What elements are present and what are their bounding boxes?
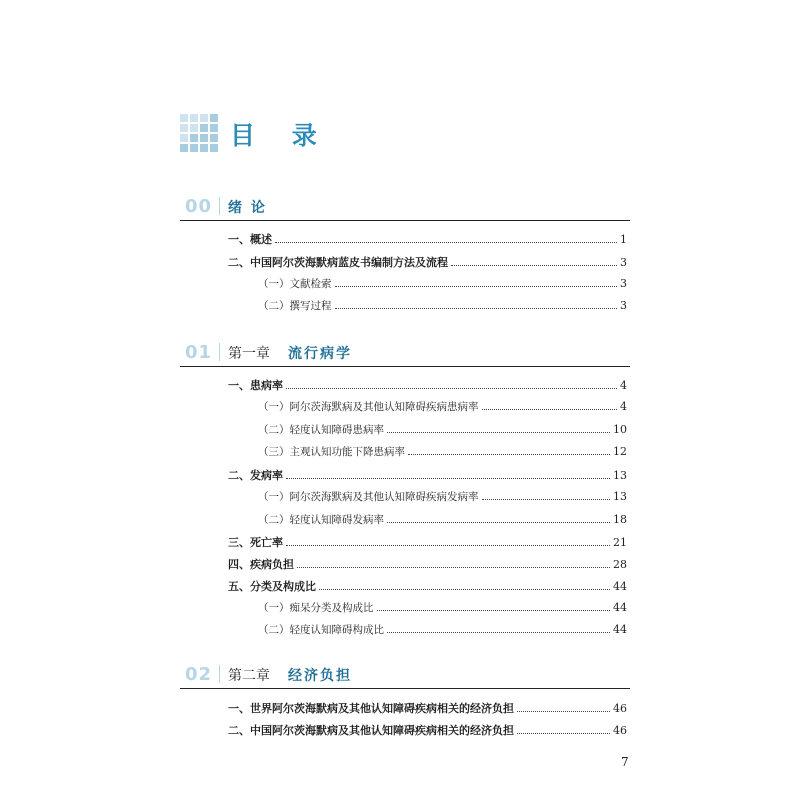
toc-entry[interactable] xyxy=(228,534,627,554)
toc-entry[interactable] xyxy=(258,489,627,509)
toc-entry-label: 二、中国阿尔茨海默病及其他认知障碍疾病相关的经济负担 xyxy=(228,724,514,737)
section-number: 02 xyxy=(185,664,213,685)
toc-entry-page: 13 xyxy=(613,469,627,482)
leader-dots xyxy=(335,286,618,287)
leader-dots xyxy=(275,242,617,243)
toc-entry[interactable] xyxy=(228,231,627,251)
page-number: 7 xyxy=(621,755,629,769)
toc-entry[interactable] xyxy=(228,700,627,720)
leader-dots xyxy=(286,388,617,389)
toc-entry-label: （二）轻度认知障碍构成比 xyxy=(258,624,384,636)
leader-dots xyxy=(408,454,610,455)
leader-dots xyxy=(517,711,610,712)
toc-entry[interactable] xyxy=(228,556,627,576)
leader-dots xyxy=(482,499,611,500)
toc-entry-page: 12 xyxy=(613,445,627,458)
toc-entry[interactable] xyxy=(258,444,627,464)
toc-entry-page: 28 xyxy=(613,558,627,571)
section-title: 绪 论 xyxy=(228,200,267,216)
toc-entry-label: （一）文献检索 xyxy=(258,278,332,290)
leader-dots xyxy=(319,589,610,590)
leader-dots xyxy=(387,632,610,633)
toc-entry[interactable] xyxy=(258,298,627,318)
toc-title: 目 录 xyxy=(230,121,331,150)
leader-dots xyxy=(387,522,610,523)
toc-entry-label: 二、发病率 xyxy=(228,469,283,482)
toc-entry-label: （一）痴呆分类及构成比 xyxy=(258,602,374,614)
toc-entry[interactable] xyxy=(258,512,627,532)
toc-entry-label: （三）主观认知功能下降患病率 xyxy=(258,446,405,458)
leader-dots xyxy=(286,478,610,479)
leader-dots xyxy=(335,308,618,309)
toc-entry-label: 二、中国阿尔茨海默病蓝皮书编制方法及流程 xyxy=(228,256,448,269)
toc-entry-label: 一、世界阿尔茨海默病及其他认知障碍疾病相关的经济负担 xyxy=(228,702,514,715)
section-divider xyxy=(219,197,220,215)
toc-entry-page: 21 xyxy=(613,536,627,549)
toc-entry-label: （二）撰写过程 xyxy=(258,300,332,312)
toc-entry-label: 一、患病率 xyxy=(228,379,283,392)
leader-dots xyxy=(387,432,610,433)
leader-dots xyxy=(451,265,617,266)
toc-entry-label: （二）轻度认知障碍发病率 xyxy=(258,514,384,526)
toc-entry-page: 3 xyxy=(620,277,627,290)
section-header-02 xyxy=(180,662,630,689)
leader-dots xyxy=(297,567,610,568)
toc-entry[interactable] xyxy=(258,422,627,442)
toc-entry[interactable] xyxy=(258,622,627,642)
toc-entry[interactable] xyxy=(228,578,627,598)
toc-entry-page: 44 xyxy=(613,623,627,636)
toc-entry[interactable] xyxy=(258,276,627,296)
toc-entry-page: 46 xyxy=(613,724,627,737)
toc-entry-page: 46 xyxy=(613,702,627,715)
toc-entry-page: 4 xyxy=(620,400,627,413)
toc-entry-page: 1 xyxy=(620,233,627,246)
section-number: 00 xyxy=(185,196,213,217)
toc-entry[interactable] xyxy=(228,467,627,487)
toc-entry-page: 3 xyxy=(620,299,627,312)
toc-entry-page: 13 xyxy=(613,490,627,503)
toc-entry-label: 四、疾病负担 xyxy=(228,558,294,571)
leader-dots xyxy=(377,610,611,611)
toc-entry[interactable] xyxy=(258,600,627,620)
section-chapter: 第二章 xyxy=(228,668,270,684)
toc-entry[interactable] xyxy=(258,399,627,419)
section-divider xyxy=(219,343,220,361)
toc-entry-page: 44 xyxy=(613,601,627,614)
leader-dots xyxy=(482,409,618,410)
toc-entry-page: 18 xyxy=(613,513,627,526)
toc-entry[interactable] xyxy=(228,377,627,397)
toc-entry[interactable] xyxy=(228,722,627,742)
toc-entry-label: 三、死亡率 xyxy=(228,536,283,549)
toc-entry-page: 3 xyxy=(620,256,627,269)
toc-entry-page: 44 xyxy=(613,580,627,593)
section-title: 经济负担 xyxy=(288,668,352,684)
section-chapter: 第一章 xyxy=(228,346,270,362)
toc-entry-label: 一、概述 xyxy=(228,233,272,246)
toc-entry-label: （一）阿尔茨海默病及其他认知障碍疾病患病率 xyxy=(258,401,479,413)
section-divider xyxy=(219,665,220,683)
toc-entry-label: 五、分类及构成比 xyxy=(228,580,316,593)
section-number: 01 xyxy=(185,342,213,363)
leader-dots xyxy=(286,545,610,546)
toc-grid-icon xyxy=(180,114,218,152)
toc-entry-label: （二）轻度认知障碍患病率 xyxy=(258,424,384,436)
toc-entry-label: （一）阿尔茨海默病及其他认知障碍疾病发病率 xyxy=(258,491,479,503)
section-header-00 xyxy=(180,194,630,221)
section-header-01 xyxy=(180,340,630,367)
toc-entry[interactable] xyxy=(228,254,627,274)
toc-entry-page: 10 xyxy=(613,423,627,436)
toc-entry-page: 4 xyxy=(620,379,627,392)
section-title: 流行病学 xyxy=(288,346,352,362)
leader-dots xyxy=(517,733,610,734)
